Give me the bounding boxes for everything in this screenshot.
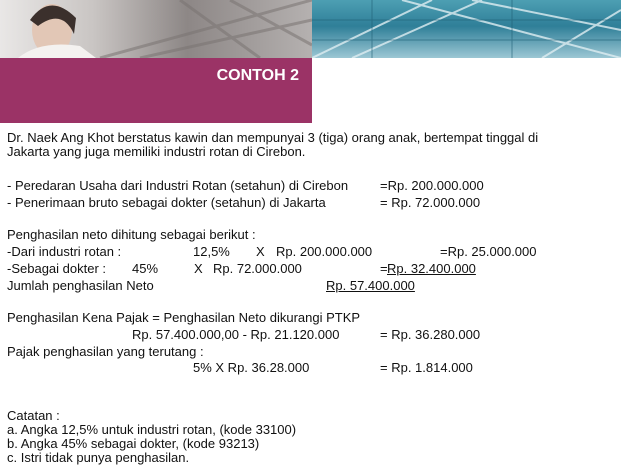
note-b: b. Angka 45% sebagai dokter, (kode 93213) [7,436,260,451]
row1-result: =Rp. 25.000.000 [440,244,537,259]
pkp-calc: Rp. 57.400.000,00 - Rp. 21.120.000 [132,327,340,342]
note-a: a. Angka 12,5% untuk industri rotan, (kode 33100) [7,422,297,437]
title-block [0,58,312,123]
pkp-result: = Rp. 36.280.000 [380,327,481,342]
row2-base: Rp. 72.000.000 [213,261,302,276]
row1-base: Rp. 200.000.000 [276,244,373,259]
peredaran-label: - Peredaran Usaha dari Industri Rotan (setahun) di Cirebon [7,178,349,193]
intro-line-2: Jakarta yang juga memiliki industri rotan di Cirebon. [7,144,306,159]
penerimaan-value: = Rp. 72.000.000 [380,195,481,210]
neto-heading: Penghasilan neto dihitung sebagai berikut : [7,227,256,242]
tax-result: = Rp. 1.814.000 [380,360,473,375]
pkp-heading: Penghasilan Kena Pajak = Penghasilan Neto dikurangi PTKP [7,310,361,325]
tax-calc: 5% X Rp. 36.28.000 [193,360,310,375]
penerimaan-label: - Penerimaan bruto sebagai dokter (setahun) di Jakarta [7,195,326,210]
row2-rate: 45% [132,261,159,276]
woman-photo-graphic [0,0,312,58]
tax-heading: Pajak penghasilan yang terutang : [7,344,204,359]
peredaran-value: =Rp. 200.000.000 [380,178,484,193]
note-c: c. Istri tidak punya penghasilan. [7,450,190,465]
building-photo-graphic [312,0,621,58]
header-banner [0,0,621,58]
row1-rate: 12,5% [193,244,230,259]
woman-photo [0,0,312,58]
slide-title: CONTOH 2 [216,67,299,84]
intro-line-1: Dr. Naek Ang Khot berstatus kawin dan mempunyai 3 (tiga) orang anak, bertempat tinggal di [7,130,539,145]
row1-label: -Dari industri rotan : [7,244,122,259]
row1-x: X [256,244,265,259]
total-label: Jumlah penghasilan Neto [7,278,154,293]
total-value: Rp. 57.400.000 [326,278,415,293]
notes-heading: Catatan : [7,408,60,423]
row2-result: Rp. 32.400.000 [387,261,476,276]
building-photo [312,0,621,58]
row2-label: -Sebagai dokter : [7,261,107,276]
row2-result-prefix: = [380,261,388,276]
row2-x: X [194,261,203,276]
